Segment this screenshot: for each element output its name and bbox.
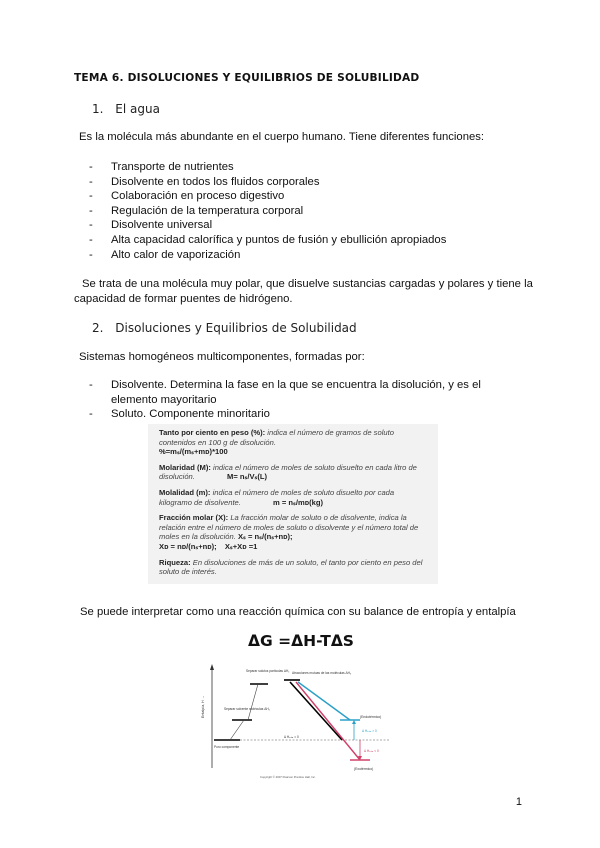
y-axis-label: Entalpía, H → xyxy=(201,695,205,718)
dh-soln-label: Δ Hₛₒₗₙ = 0 xyxy=(284,735,299,739)
section2-title: Disoluciones y Equilibrios de Solubilidad xyxy=(115,321,357,335)
dh-positive-label: Δ Hₛₒₗₙ > 0 xyxy=(362,729,377,733)
step1-connector xyxy=(230,720,244,740)
descent-line-blue xyxy=(298,682,350,720)
step1-label: Separar solutos partículas ΔH₁ xyxy=(246,669,290,673)
step2-connector xyxy=(248,684,258,720)
molar-fraction-formula-c: Xₛ+Xᴅ =1 xyxy=(224,541,258,551)
water-paragraph: Se trata de una molécula muy polar, que disuelve sustancias cargadas y polares y tiene la capacidad de formar puentes de hidrógeno. xyxy=(74,278,533,305)
list-item: - Disolvente universal xyxy=(89,218,446,233)
section2-number: 2. xyxy=(92,321,104,335)
molarity-label: Molaridad (M): xyxy=(159,462,211,472)
endo-label: (Endotérmico) xyxy=(360,715,382,719)
descent-line-black xyxy=(290,682,342,740)
molarity-text: indica el número de moles de soluto disuelto en cada litro de disolución. xyxy=(159,462,417,482)
richness-label: Riqueza: xyxy=(159,557,191,567)
list-item: - Transporte de nutrientes xyxy=(89,160,446,175)
section1-heading xyxy=(92,102,160,116)
richness-text: En disoluciones de más de un soluto, el tanto por ciento en peso del soluto de interés. xyxy=(159,557,423,577)
molarity-definition xyxy=(159,463,428,482)
list-item: - Soluto. Componente minoritario xyxy=(89,407,529,422)
section2-intro: Sistemas homogéneos multicomponentes, formadas por: xyxy=(79,351,365,363)
section2-heading xyxy=(92,321,357,335)
molality-formula: m = nₛ/mᴅ(kg) xyxy=(273,497,324,507)
list-item: - Disolvente. Determina la fase en la que se encuentra la disolución, y es el elemento mayoritario xyxy=(89,378,529,407)
molality-text: indica el número de moles de soluto disuelto por cada kilogramo de disolvente. xyxy=(159,487,395,507)
descent-line-pink xyxy=(296,682,360,760)
list-item: - Colaboración en proceso digestivo xyxy=(89,189,446,204)
reaction-interpretation: Se puede interpretar como una reacción química con su balance de entropía y entalpía xyxy=(80,606,516,618)
step3-label: Atracciones mutuas de las moléculas ΔH₃ xyxy=(292,671,352,675)
molarity-formula: M= nₛ/Vₛ(L) xyxy=(227,472,268,482)
molar-fraction-label: Fracción molar (X): xyxy=(159,513,229,523)
molar-fraction-definition xyxy=(159,513,428,551)
components-list xyxy=(89,378,529,422)
gibbs-equation: ΔG =ΔH-TΔS xyxy=(248,632,354,650)
list-item: - Alto calor de vaporización xyxy=(89,248,446,263)
list-item: - Alta capacidad calorífica y puntos de fusión y ebullición apropiados xyxy=(89,233,446,248)
percent-definition xyxy=(159,428,428,457)
exo-label: (Exotérmico) xyxy=(354,767,374,771)
richness-definition xyxy=(159,558,428,577)
molality-label: Molalidad (m): xyxy=(159,487,211,497)
percent-label: Tanto por ciento en peso (%): xyxy=(159,428,266,437)
section1-number: 1. xyxy=(92,102,104,116)
molality-definition xyxy=(159,488,428,507)
list-item: - Disolvente en todos los fluidos corporales xyxy=(89,175,446,190)
percent-text: indica el número de gramos de soluto contenidos en 100 g de disolución. xyxy=(159,428,394,447)
molar-fraction-formula-a: Xₛ = nₛ/(nₛ+nᴅ); xyxy=(237,532,293,542)
step2-label: Separar solvente moléculas ΔH₂ xyxy=(224,707,270,711)
percent-formula: %=mₛ/(mₛ+mᴅ)*100 xyxy=(159,447,228,457)
copyright-note: Copyright © 2007 Pearson Prentice Hall, Inc. xyxy=(260,775,316,779)
page-number: 1 xyxy=(515,796,522,808)
page-title: TEMA 6. DISOLUCIONES Y EQUILIBRIOS DE SOLUBILIDAD xyxy=(74,72,420,84)
enthalpy-chart xyxy=(200,658,402,780)
molar-fraction-text: La fracción molar de soluto o de disolvente, indica la relación entre el número de moles de soluto o disolvente y el número total de moles en la disolución. xyxy=(159,513,419,542)
section1-title: El agua xyxy=(115,102,160,116)
list-item: - Regulación de la temperatura corporal xyxy=(89,204,446,219)
functions-list xyxy=(89,160,446,262)
section1-intro: Es la molécula más abundante en el cuerpo humano. Tiene diferentes funciones: xyxy=(79,131,485,143)
enthalpy-diagram xyxy=(200,632,402,780)
y-axis-arrow-icon xyxy=(210,664,214,670)
molar-fraction-formula-b: Xᴅ = nᴅ/(nₛ+nᴅ); xyxy=(159,541,217,551)
concentration-box xyxy=(148,424,438,584)
dh-negative-label: Δ Hₛₒₗₙ < 0 xyxy=(364,749,379,753)
pure-label: Puro componente xyxy=(214,745,240,749)
